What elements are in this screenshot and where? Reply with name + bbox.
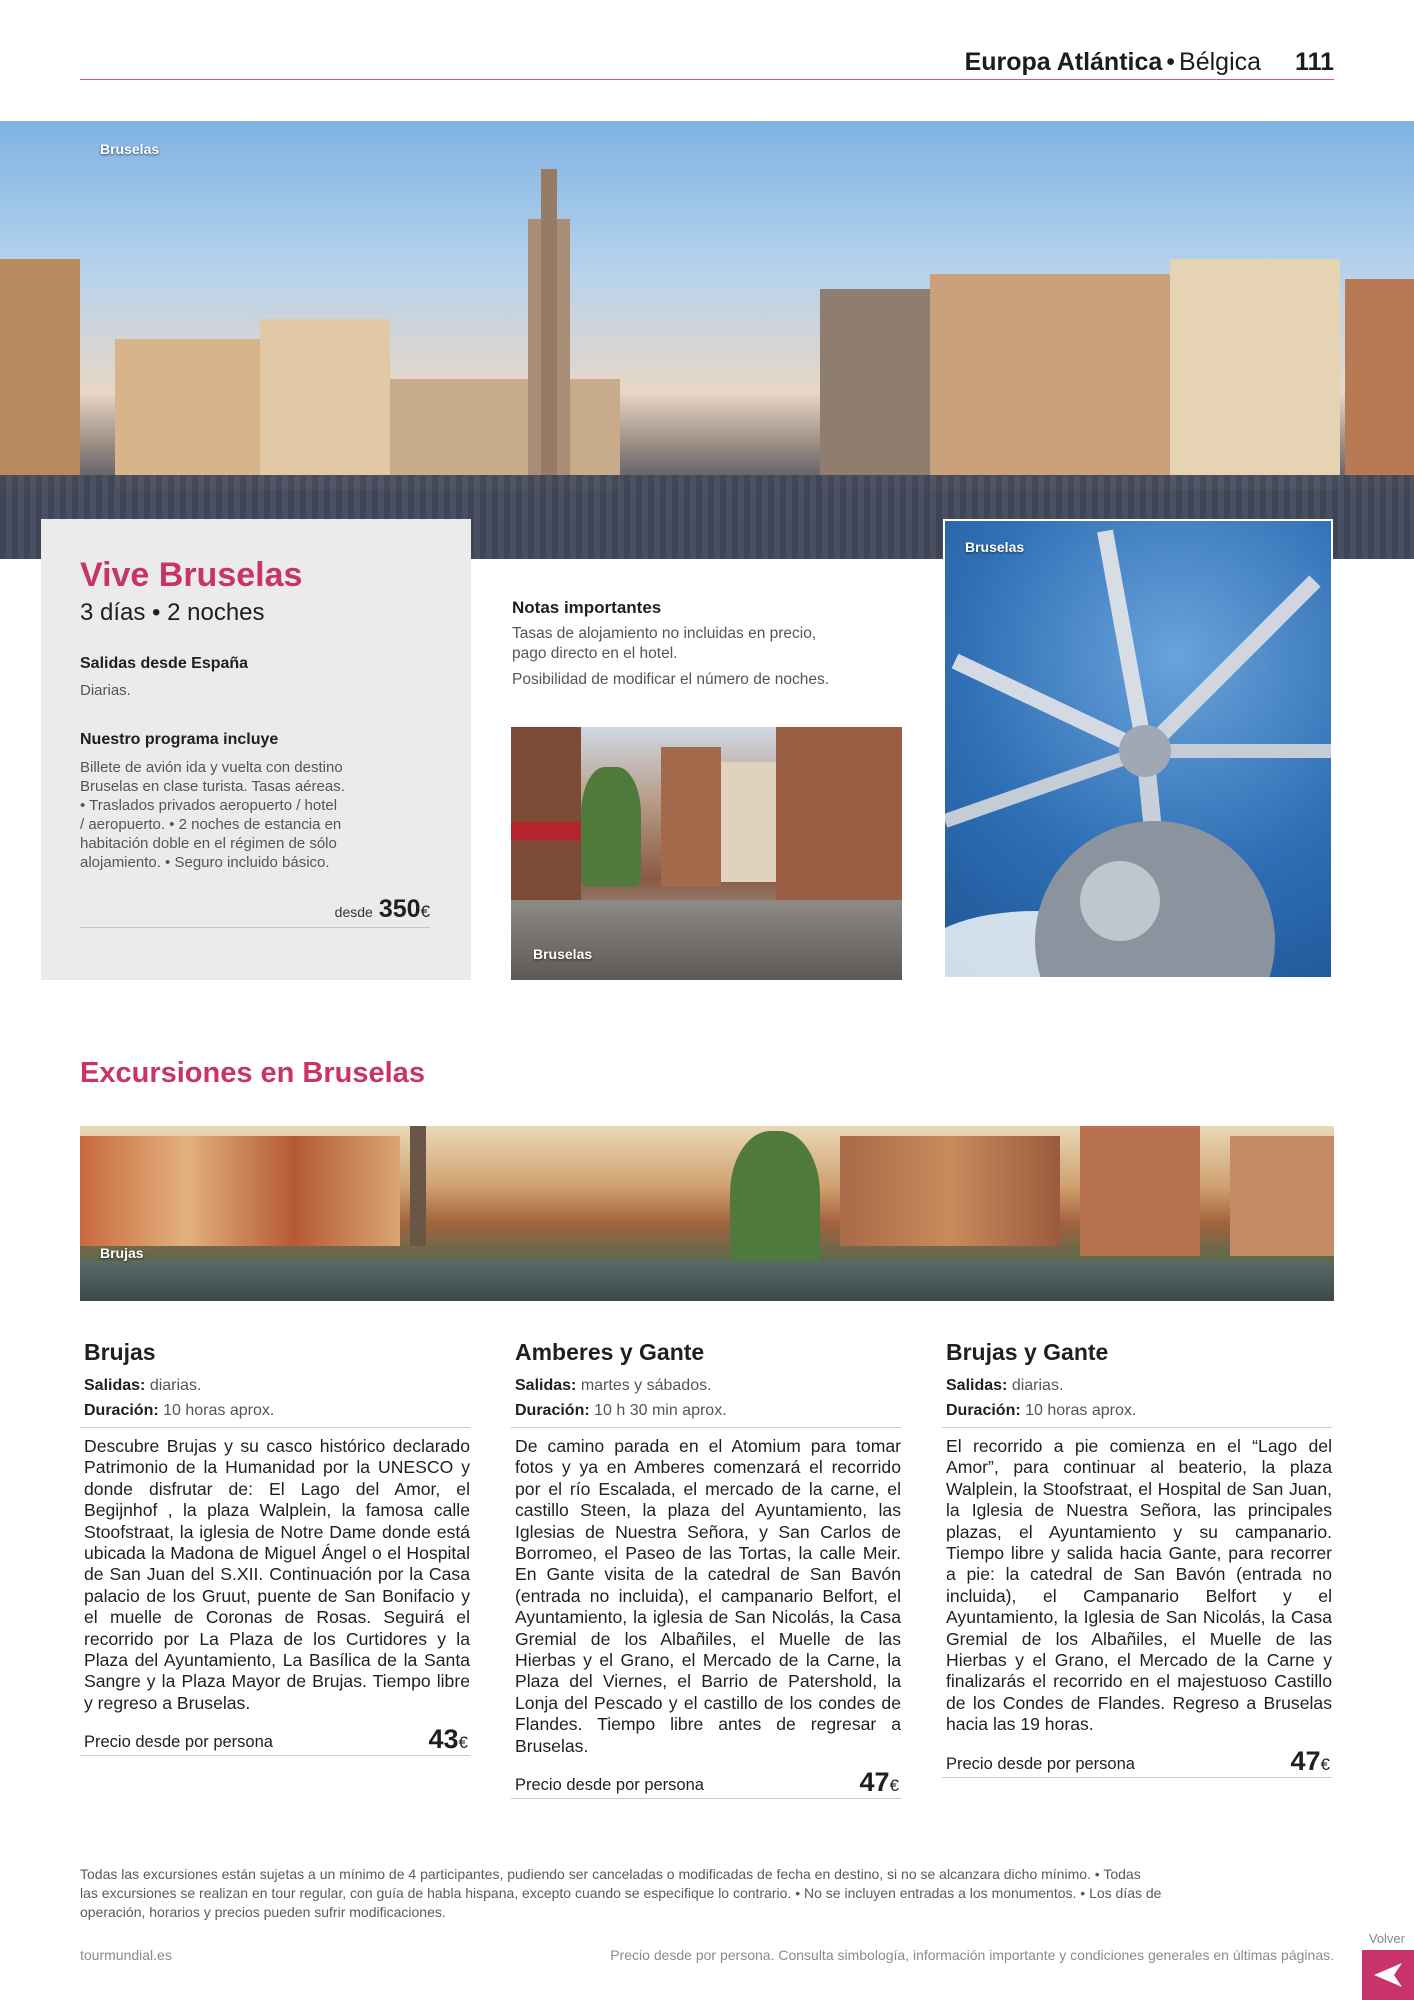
back-button[interactable] [1362, 1950, 1414, 2000]
excursion-departures: diarias. [149, 1377, 202, 1394]
back-label: Volver [1368, 1931, 1405, 1946]
excursion-duration: 10 horas aprox. [1025, 1402, 1137, 1419]
page-header [80, 46, 1334, 80]
back-arrow-icon [1374, 1963, 1402, 1987]
departures-heading: Salidas desde España [80, 655, 249, 672]
excursion-price-label: Precio desde por persona [84, 1733, 273, 1752]
header-country: Bélgica [1179, 48, 1262, 76]
excursion-duration: 10 horas aprox. [163, 1402, 275, 1419]
tour-card [41, 519, 471, 980]
excursion-price-row [511, 1763, 901, 1799]
excursion-description: El recorrido a pie comienza en el “Lago del Amor”, para continuar al beaterio, la plaza Walplein, la Stoofstraat, el Hospital de San Juan, la Iglesia de Nuestra Señora, las principales plazas, el Ayuntamiento y su campanario. Tiempo libre y salida hacia Gante, para recorrer a pie: la catedral de San Bavón (entrada no incluida), el Campanario Belfort y el Ayuntamiento, la Iglesia de San Nicolás, la Casa Gremial de los Albañiles, el Muelle de las Hierbas y el Grano, el Mercado de la Carne y finalizarás el recorrido en el majestuoso Castillo de los Condes de Flandes. Regreso a Bruselas hacia las 19 horas. [946, 1436, 1332, 1735]
street-photo-caption: Bruselas [533, 946, 593, 962]
excursion-title: Brujas [84, 1339, 156, 1365]
excursion-description: De camino parada en el Atomium para tomar fotos y ya en Amberes comenzará el recorrido por el río Escalada, el mercado de la carne, el castillo Steen, la plaza del Ayuntamiento, las Iglesias de Nuestra Señora, y San Carlos de Borromeo, el Paseo de las Tortas, la calle Meir. En Gante visita de la catedral de San Bavón (entrada no incluida), el campanario Belfort, el Ayuntamiento, la iglesia de San Nicolás, la Casa Gremial de los Albañiles, el Muelle de las Hierbas y el Grano, el Mercado de la Carne, la Plaza del Viernes, el Barrio de Patershold, la Lonja del Pescado y el castillo de los condes de Flandes. Tiempo libre antes de regresar a Bruselas. [515, 1436, 901, 1756]
excursion-title: Amberes y Gante [515, 1339, 705, 1365]
excursions-title: Excursiones en Bruselas [80, 1057, 425, 1089]
excursion-price-label: Precio desde por persona [515, 1776, 704, 1795]
excursion-description: Descubre Brujas y su casco histórico declarado Patrimonio de la Humanidad por la UNESCO y donde disfrutar de: El Lago del Amor, el Begijnhof , la plaza Walplein, la famosa calle Stoofstraat, la iglesia de Notre Dame donde está ubicada la Madona de Miguel Ángel o el Hospital de San Juan del S.XII. Continuación por la Casa palacio de los Gruut, puente de San Bonifacio y el muelle de Coronas de Rosas. Seguirá el recorrido por La Plaza de los Curtidores y la Plaza del Ayuntamiento, La Basílica de la Santa Sangre y la Plaza Mayor de Brujas. Tiempo libre y regreso a Bruselas. [84, 1436, 470, 1713]
header-region: Europa Atlántica [964, 48, 1163, 76]
street-photo [511, 727, 902, 980]
site-name: tourmundial.es [80, 1947, 172, 1963]
notes-heading: Notas importantes [512, 598, 662, 617]
excursion-title: Brujas y Gante [946, 1339, 1109, 1365]
price-amount: 350 [378, 895, 421, 923]
excursion-brujas-gante [942, 1335, 1332, 1778]
header-separator: • [1166, 48, 1176, 76]
hero-photo-caption: Bruselas [100, 141, 160, 157]
footer-disclaimer: Precio desde por persona. Consulta simbología, información importante y condiciones generales en últimas páginas. [610, 1947, 1334, 1963]
excursion-departures: martes y sábados. [580, 1377, 712, 1394]
excursion-brujas [80, 1335, 470, 1756]
tour-title: Vive Bruselas [80, 556, 303, 594]
excursion-departures: diarias. [1011, 1377, 1064, 1394]
tour-price [80, 895, 430, 928]
notes-line-3: Posibilidad de modificar el número de noches. [512, 671, 830, 688]
excursion-price-row [942, 1742, 1332, 1778]
header-breadcrumb [965, 46, 1334, 78]
hero-photo-grand-place [0, 121, 1414, 559]
atomium-photo [943, 519, 1333, 979]
excursion-price-label: Precio desde por persona [946, 1754, 1135, 1773]
excursion-meta: Salidas: diarias. Duración: 10 horas aprox. [80, 1373, 470, 1428]
notes-line-2: pago directo en el hotel. [512, 645, 678, 662]
atomium-photo-caption: Bruselas [965, 539, 1025, 555]
includes-heading: Nuestro programa incluye [80, 731, 279, 748]
excursion-price: 47€ [859, 1767, 899, 1798]
notes-line-1: Tasas de alojamiento no incluidas en precio, [512, 625, 817, 642]
panorama-photo-caption: Brujas [100, 1245, 144, 1261]
includes-text: Billete de avión ida y vuelta con destino Bruselas en clase turista. Tasas aéreas. • Traslados privados aeropuerto / hotel / aeropuerto. • 2 noches de estancia en habitación doble en el régimen de sólo alojamiento. • Seguro incluido básico. [80, 759, 345, 871]
excursion-price: 47€ [1290, 1745, 1330, 1776]
excursion-meta: Salidas: martes y sábados. Duración: 10 h 30 min aprox. [511, 1373, 901, 1428]
tour-duration: 3 días • 2 noches [80, 599, 265, 626]
excursion-meta: Salidas: diarias. Duración: 10 horas aprox. [942, 1373, 1332, 1428]
excursion-duration: 10 h 30 min aprox. [594, 1402, 727, 1419]
excursion-price: 43€ [428, 1724, 468, 1755]
page-number: 111 [1295, 48, 1334, 76]
excursion-amberes-gante [511, 1335, 901, 1799]
price-currency: € [420, 902, 430, 921]
bruges-panorama-photo [80, 1126, 1334, 1301]
excursion-price-row [80, 1720, 470, 1756]
departures-text: Diarias. [80, 682, 131, 699]
excursions-footnote: Todas las excursiones están sujetas a un mínimo de 4 participantes, pudiendo ser canceladas o modificadas de fecha en destino, si no se alcanzara dicho mínimo. • Todas las excursiones se realizan en tour regular, con guía de habla hispana, excepto cuando se especifique lo contrario. • No se incluyen entradas a los monumentos. • Los días de operación, horarios y precios pueden sufrir modificaciones. [80, 1866, 1162, 1920]
price-prefix: desde [334, 904, 373, 920]
